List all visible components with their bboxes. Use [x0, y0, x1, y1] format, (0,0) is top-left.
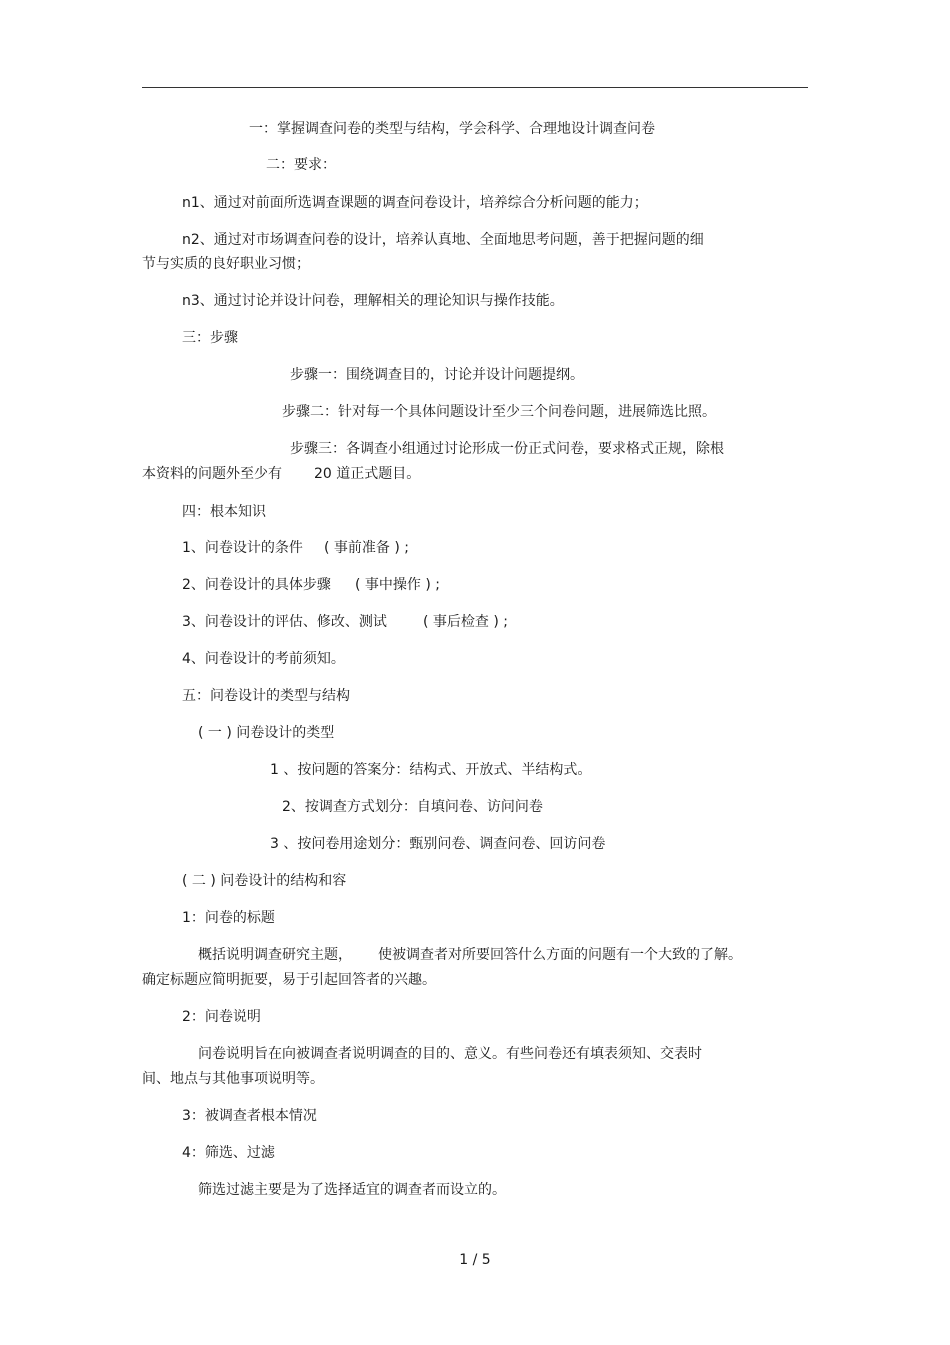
page-number: 1 / 5 [459, 1252, 491, 1268]
heading-types-structure: 五：问卷设计的类型与结构 [182, 688, 350, 704]
type-3: 3 、按问卷用途划分：甄别问卷、调查问卷、回访问卷 [270, 836, 606, 852]
subheading-structure: ( 二 ) 问卷设计的结构和容 [182, 873, 347, 889]
step-3-cont-a: 本资料的问题外至少有 [142, 466, 282, 482]
structure-2-desc-cont: 间、地点与其他事项说明等。 [142, 1071, 324, 1087]
basics-3: 3、问卷设计的评估、修改、测试 [182, 614, 387, 630]
structure-2-desc: 问卷说明旨在向被调查者说明调查的目的、意义。有些问卷还有填表须知、交表时 [198, 1046, 702, 1062]
structure-1-desc-a: 概括说明调查研究主题， [198, 947, 352, 963]
basics-1: 1、问卷设计的条件 [182, 540, 303, 556]
basics-2: 2、问卷设计的具体步骤 [182, 577, 331, 593]
requirement-1: n1、通过对前面所选调查课题的调查问卷设计，培养综合分析问题的能力； [182, 195, 648, 211]
structure-2: 2：问卷说明 [182, 1009, 261, 1025]
basics-2-note: ( 事中操作 ) ; [355, 577, 440, 593]
step-1: 步骤一：围绕调查目的，讨论并设计问题提纲。 [290, 367, 584, 383]
type-1: 1 、按问题的答案分：结构式、开放式、半结构式。 [270, 762, 592, 778]
requirement-3: n3、通过讨论并设计问卷，理解相关的理论知识与操作技能。 [182, 293, 564, 309]
subheading-types: ( 一 ) 问卷设计的类型 [198, 725, 335, 741]
basics-3-note: ( 事后检查 ) ; [423, 614, 508, 630]
heading-steps: 三：步骤 [182, 330, 238, 346]
structure-4-desc: 筛选过滤主要是为了选择适宜的调查者而设立的。 [198, 1182, 506, 1198]
objective-line: 一：掌握调查问卷的类型与结构，学会科学、合理地设计调查问卷 [249, 121, 655, 137]
requirement-2: n2、通过对市场调查问卷的设计，培养认真地、全面地思考问题，善于把握问题的细 [182, 232, 704, 248]
requirement-2-cont: 节与实质的良好职业习惯； [142, 256, 310, 272]
structure-1-desc-b: 使被调查者对所要回答什么方面的问题有一个大致的了解。 [378, 947, 742, 963]
step-3: 步骤三：各调查小组通过讨论形成一份正式问卷，要求格式正规，除根 [290, 441, 724, 457]
structure-1-desc-cont: 确定标题应简明扼要，易于引起回答者的兴趣。 [142, 972, 436, 988]
basics-4: 4、问卷设计的考前须知。 [182, 651, 345, 667]
structure-3: 3：被调查者根本情况 [182, 1108, 317, 1124]
structure-4: 4：筛选、过滤 [182, 1145, 275, 1161]
step-2: 步骤二：针对每一个具体问题设计至少三个问卷问题，进展筛选比照。 [282, 404, 716, 420]
heading-requirements: 二：要求： [266, 157, 336, 173]
structure-1: 1：问卷的标题 [182, 910, 275, 926]
type-2: 2、按调查方式划分：自填问卷、访问问卷 [282, 799, 543, 815]
heading-basics: 四：根本知识 [182, 504, 266, 520]
header-rule [142, 87, 808, 88]
basics-1-note: ( 事前准备 ) ; [324, 540, 409, 556]
step-3-cont-b: 20 道正式题目。 [314, 466, 421, 482]
